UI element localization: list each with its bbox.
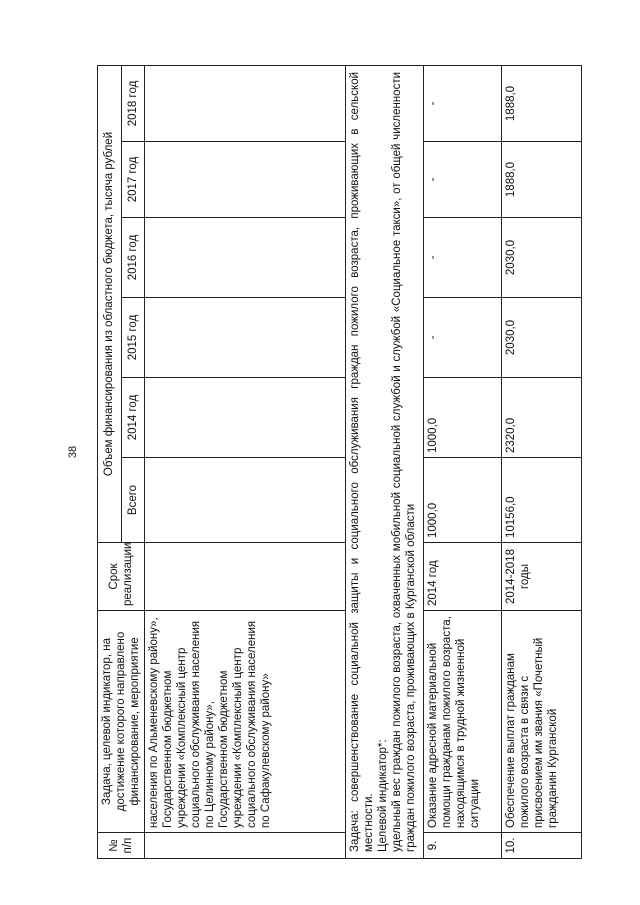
row-2016: 2030,0 (502, 218, 582, 298)
row-2015: 2030,0 (502, 298, 582, 378)
task-text: Задача: совершенствование социальной защиты и социального обслуживания граждан пожилого возраста, проживающих в сельской местности. (349, 71, 376, 852)
row-2014: 1000,0 (424, 378, 502, 458)
funding-table (97, 65, 582, 859)
row-num: 10. (502, 833, 582, 859)
table-cell (145, 298, 346, 378)
header-2015: 2015 год (121, 298, 145, 378)
table-cell (145, 833, 346, 859)
rotated-page (97, 66, 606, 859)
row-2015: - (424, 298, 502, 378)
table-cell (145, 142, 346, 218)
header-task: Задача, целевой индикатор, на достижение которого направлено финансирование, мероприятие (98, 611, 145, 833)
row-name: Обеспечение выплат гражданам пожилого возраста в связи с присвоением им звания «Почетный гражданин Курганской (502, 611, 582, 833)
table-cell (145, 378, 346, 458)
task-cell (346, 65, 424, 858)
header-funding: Объем финансирования из областного бюджета, тысяча рублей (98, 65, 122, 542)
indicator-text: удельный вес граждан пожилого возраста, охваченных мобильной социальной службой и службой «Социальное такси», от общей численности граждан пожилого возраста, проживающих в Курганской области (391, 71, 418, 852)
header-row (98, 65, 122, 858)
row-total: 1000,0 (424, 458, 502, 543)
continued-row (145, 65, 346, 858)
header-2014: 2014 год (121, 378, 145, 458)
row-total: 10156,0 (502, 458, 582, 543)
table-cell (145, 458, 346, 543)
row-2017: - (424, 142, 502, 218)
table-cell (145, 65, 346, 141)
page-number: 38 (67, 445, 79, 459)
row-2014: 2320,0 (502, 378, 582, 458)
row-2017: 1888,0 (502, 142, 582, 218)
header-total: Всего (121, 458, 145, 543)
header-2017: 2017 год (121, 142, 145, 218)
indicator-label: Целевой индикатор*: (377, 739, 390, 852)
row-term: 2014-2018 годы (502, 543, 582, 611)
table-cell (145, 218, 346, 298)
row-term: 2014 год (424, 543, 502, 611)
row-num: 9. (424, 833, 502, 859)
header-2016: 2016 год (121, 218, 145, 298)
task-row (346, 65, 424, 858)
table-row (424, 65, 502, 858)
row-2018: 1888,0 (502, 65, 582, 141)
continued-text: населения по Альменевскому району», Государственном бюджетном учреждении «Комплексный центр социального обслуживания населения по Целинному району», Государственном бюджетном учреждении «Комплексный центр социального обслуживания населения по Сафакулевскому району» (145, 611, 346, 833)
header-term: Срок реализации (98, 543, 145, 611)
row-2016: - (424, 218, 502, 298)
table-row (502, 65, 582, 858)
header-2018: 2018 год (121, 65, 145, 141)
header-num: № п/п (98, 833, 145, 859)
row-name: Оказание адресной материальной помощи гражданам пожилого возраста, находящимся в трудной жизненной ситуации (424, 611, 502, 833)
row-2018: - (424, 65, 502, 141)
table-cell (145, 543, 346, 611)
